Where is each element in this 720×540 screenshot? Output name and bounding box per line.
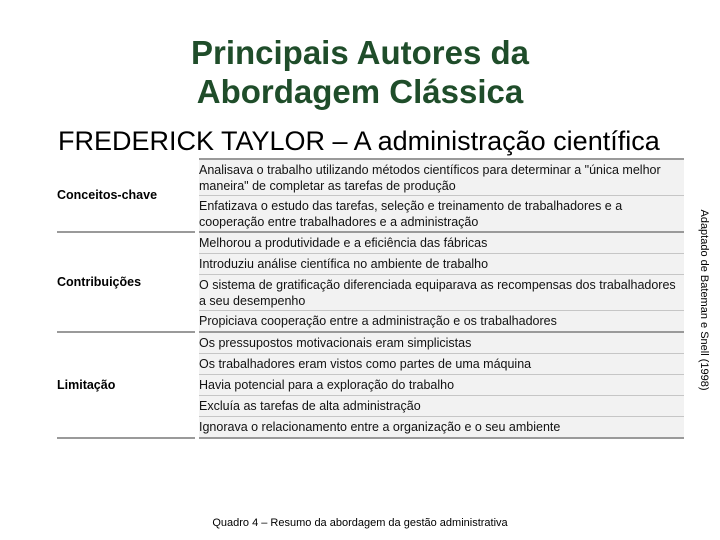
table-cell: Os trabalhadores eram vistos como partes de uma máquina — [199, 354, 684, 375]
table-cell: Melhorou a produtividade e a eficiência das fábricas — [199, 232, 684, 254]
table-cell: Excluía as tarefas de alta administração — [199, 396, 684, 417]
table-row — [57, 232, 684, 254]
source-note-text: Adaptado de Bateman e Snell (1998) — [698, 209, 710, 391]
page-title — [0, 33, 720, 111]
summary-table — [57, 158, 684, 439]
row-label-limitacao: Limitação — [57, 332, 195, 438]
row-label-contribuicoes: Contribuições — [57, 232, 195, 332]
table-cell: Enfatizava o estudo das tarefas, seleção e treinamento de trabalhadores e a cooperação entre trabalhadores e a administração — [199, 196, 684, 233]
table-cell: Os pressupostos motivacionais eram simplicistas — [199, 332, 684, 354]
table-cell: Havia potencial para a exploração do trabalho — [199, 375, 684, 396]
table-cell: Propiciava cooperação entre a administração e os trabalhadores — [199, 311, 684, 333]
table-cell: Analisava o trabalho utilizando métodos científicos para determinar a "única melhor maneira" de completar as tarefas de produção — [199, 159, 684, 196]
row-label-conceitos-chave: Conceitos-chave — [57, 159, 195, 232]
table-cell: Ignorava o relacionamento entre a organização e o seu ambiente — [199, 417, 684, 439]
section-subtitle: FREDERICK TAYLOR – A administração científica — [58, 126, 660, 156]
table-caption: Quadro 4 – Resumo da abordagem da gestão administrativa — [212, 517, 508, 529]
table-row — [57, 159, 684, 196]
table-cell: Introduziu análise científica no ambiente de trabalho — [199, 254, 684, 275]
title-line-2: Abordagem Clássica — [196, 73, 524, 110]
table-row — [57, 332, 684, 354]
table-cell: O sistema de gratificação diferenciada equiparava as recompensas dos trabalhadores a seu desempenho — [199, 275, 684, 311]
title-line-1: Principais Autores da — [190, 34, 530, 71]
